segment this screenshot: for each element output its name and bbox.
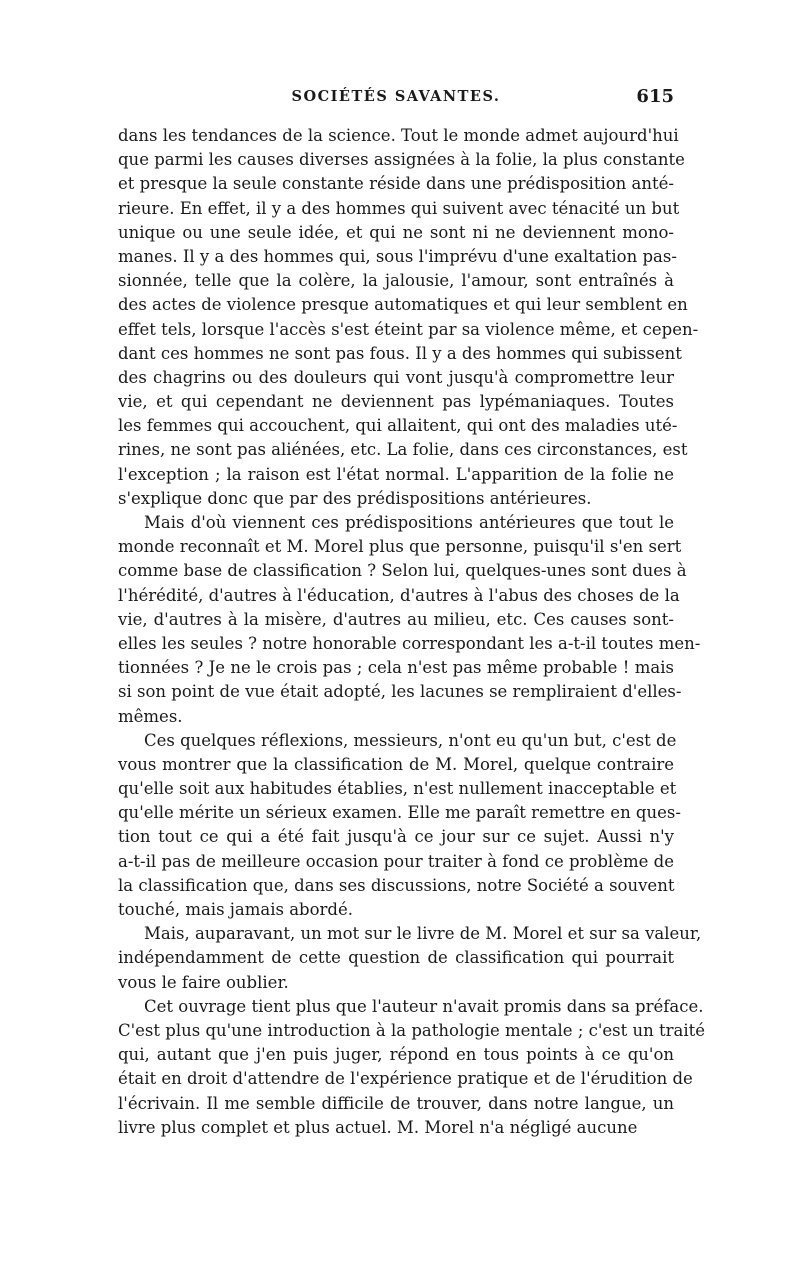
text-line: la classification que, dans ses discussions, notre Société a souvent xyxy=(118,875,675,895)
paragraph xyxy=(118,511,701,729)
text-line: touché, mais jamais abordé. xyxy=(118,900,354,919)
text-line: les femmes qui accouchent, qui allaitent, qui ont des maladies uté- xyxy=(118,416,678,436)
text-line: l'écrivain. Il me semble difficile de trouver, dans notre langue, un xyxy=(118,1093,674,1113)
text-line: vous le faire oublier. xyxy=(118,972,289,992)
running-title: SOCIÉTÉS SAVANTES. xyxy=(291,88,501,105)
text-line: elles les seules ? notre honorable correspondant les a-t-il toutes men- xyxy=(118,633,701,653)
text-line: rines, ne sont pas aliénées, etc. La folie, dans ces circonstances, est xyxy=(118,440,688,460)
text-line: s'explique donc que par des prédispositions antérieures. xyxy=(118,488,592,508)
paragraph xyxy=(118,729,681,923)
text-line: vous montrer que la classification de M. Morel, quelque contraire xyxy=(118,754,674,774)
text-line: comme base de classification ? Selon lui, quelques-unes sont dues à xyxy=(118,561,687,581)
text-line: monde reconnaît et M. Morel plus que personne, puisqu'il s'en sert xyxy=(118,537,682,557)
text-line: qu'elle soit aux habitudes établies, n'est nullement inacceptable et xyxy=(118,779,677,799)
text-line: était en droit d'attendre de l'expérience pratique et de l'érudition de xyxy=(118,1069,693,1089)
text-line: l'exception ; la raison est l'état normal. L'apparition de la folie ne xyxy=(118,464,674,484)
text-line: rieure. En effet, il y a des hommes qui suivent avec ténacité un but xyxy=(118,198,680,218)
running-head xyxy=(118,88,674,116)
text-line: Mais, auparavant, un mot sur le livre de M. Morel et sur sa valeur, xyxy=(144,924,702,944)
body-text xyxy=(118,124,706,1140)
text-line: et presque la seule constante réside dans une prédisposition anté- xyxy=(118,174,674,194)
text-line: tion tout ce qui a été fait jusqu'à ce jour sur ce sujet. Aussi n'y xyxy=(118,827,674,847)
text-line: des chagrins ou des douleurs qui vont jusqu'à compromettre leur xyxy=(118,367,674,387)
text-line: l'hérédité, d'autres à l'éducation, d'autres à l'abus des choses de la xyxy=(118,585,680,605)
text-line: effet tels, lorsque l'accès s'est éteint par sa violence même, et cepen- xyxy=(118,319,699,339)
text-line: si son point de vue était adopté, les lacunes se rempliraient d'elles- xyxy=(118,682,682,702)
text-line: a-t-il pas de meilleure occasion pour traiter à fond ce problème de xyxy=(118,851,674,871)
text-line: unique ou une seule idée, et qui ne sont ni ne deviennent mono- xyxy=(118,222,674,242)
text-line: manes. Il y a des hommes qui, sous l'imprévu d'une exaltation pas- xyxy=(118,246,677,266)
text-line: des actes de violence presque automatiques et qui leur semblent en xyxy=(118,295,688,315)
text-line: sionnée, telle que la colère, la jalousie, l'amour, sont entraînés à xyxy=(118,271,674,291)
page-number: 615 xyxy=(636,86,674,107)
text-line: vie, et qui cependant ne deviennent pas lypémaniaques. Toutes xyxy=(118,392,674,412)
text-line: que parmi les causes diverses assignées à la folie, la plus constante xyxy=(118,150,685,170)
text-line: dans les tendances de la science. Tout le monde admet aujourd'hui xyxy=(118,126,679,145)
text-line: vie, d'autres à la misère, d'autres au milieu, etc. Ces causes sont- xyxy=(118,609,674,629)
text-line: Ces quelques réflexions, messieurs, n'ont eu qu'un but, c'est de xyxy=(144,730,677,750)
text-line: Cet ouvrage tient plus que l'auteur n'avait promis dans sa préface. xyxy=(144,996,704,1016)
text-line: Mais d'où viennent ces prédispositions antérieures que tout le xyxy=(144,513,674,532)
text-line: livre plus complet et plus actuel. M. Morel n'a négligé aucune xyxy=(118,1117,638,1137)
text-line: qui, autant que j'en puis juger, répond en tous points à ce qu'on xyxy=(118,1045,674,1065)
text-line: qu'elle mérite un sérieux examen. Elle me paraît remettre en ques- xyxy=(118,803,681,823)
text-line: tionnées ? Je ne le crois pas ; cela n'est pas même probable ! mais xyxy=(118,658,674,678)
paragraph xyxy=(118,124,699,511)
text-line: dant ces hommes ne sont pas fous. Il y a des hommes qui subissent xyxy=(118,343,682,363)
text-line: indépendamment de cette question de classification qui pourrait xyxy=(118,948,674,968)
paragraph xyxy=(118,995,706,1140)
text-line: C'est plus qu'une introduction à la pathologie mentale ; c'est un traité xyxy=(118,1020,706,1040)
text-line: mêmes. xyxy=(118,706,183,726)
paragraph xyxy=(118,922,702,995)
